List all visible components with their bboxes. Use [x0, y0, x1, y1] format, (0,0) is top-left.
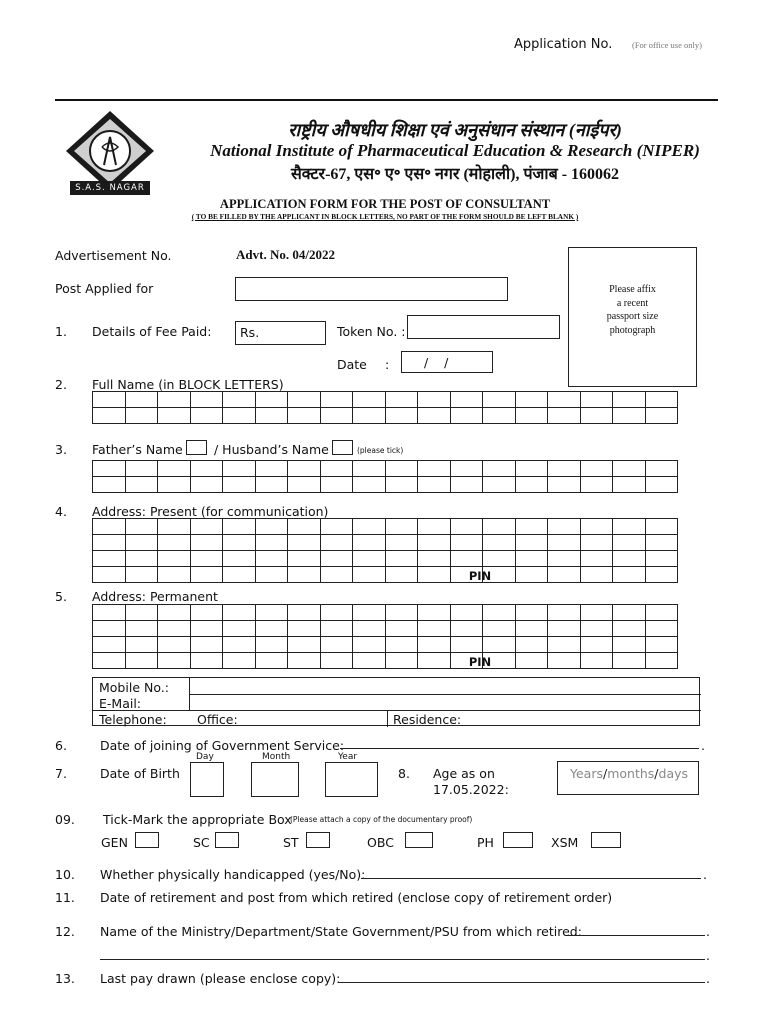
- month-label: Month: [262, 752, 291, 762]
- item-number-2: 2.: [55, 377, 67, 392]
- handicapped-label: Whether physically handicapped (yes/No):: [100, 867, 366, 882]
- advertisement-number: Advt. No. 04/2022: [236, 247, 335, 262]
- item-number-4: 4.: [55, 504, 67, 519]
- header-rule: [55, 99, 718, 101]
- item-number-13: 13.: [55, 971, 75, 986]
- last-pay-period: .: [706, 971, 710, 986]
- tick-mark-note: (Please attach a copy of the documentary proof): [290, 815, 473, 824]
- category-xsm-box[interactable]: [591, 832, 621, 848]
- niper-logo: [60, 107, 160, 197]
- mobile-label: Mobile No.:: [99, 680, 169, 695]
- item-number-11: 11.: [55, 890, 75, 905]
- ministry-line[interactable]: [567, 935, 705, 936]
- permanent-address-grid[interactable]: [92, 604, 678, 669]
- husband-tick-box[interactable]: [332, 440, 353, 455]
- office-phone-label: Office:: [197, 712, 238, 727]
- post-applied-label: Post Applied for: [55, 281, 154, 296]
- category-gen-label: GEN: [101, 835, 128, 850]
- category-ph-label: PH: [477, 835, 494, 850]
- item-number-8: 8.: [398, 766, 410, 781]
- dob-day-box[interactable]: [190, 762, 224, 797]
- category-st-label: ST: [283, 835, 299, 850]
- item-number-3: 3.: [55, 442, 67, 457]
- dob-year-box[interactable]: [325, 762, 378, 797]
- joining-period: .: [701, 738, 705, 753]
- full-name-label: Full Name (in BLOCK LETTERS): [92, 377, 284, 392]
- joining-date-label: Date of joining of Government Service:: [100, 738, 345, 753]
- ministry-label: Name of the Ministry/Department/State Government/PSU from which retired:: [100, 924, 582, 939]
- age-as-on-label: Age as on: [433, 766, 495, 781]
- item-number-12: 12.: [55, 924, 75, 939]
- token-label: Token No. :: [337, 324, 406, 339]
- year-label: Year: [338, 752, 358, 762]
- post-applied-field[interactable]: [235, 277, 508, 301]
- mobile-field[interactable]: [190, 678, 701, 694]
- form-instructions: ( TO BE FILLED BY THE APPLICANT IN BLOCK LETTERS, NO PART OF THE FORM SHOULD BE LEFT BLANK ): [191, 212, 579, 221]
- ministry-period: .: [706, 924, 710, 939]
- institute-name-english: National Institute of Pharmaceutical Education & Research (NIPER): [210, 141, 700, 160]
- category-sc-label: SC: [193, 835, 210, 850]
- father-husband-name-grid[interactable]: [92, 460, 678, 493]
- category-xsm-label: XSM: [551, 835, 579, 850]
- photo-instruction: Please affix a recent passport size photograph: [606, 284, 659, 336]
- present-address-label: Address: Present (for communication): [92, 504, 329, 519]
- date-label: Date: [337, 357, 367, 372]
- item-number-5: 5.: [55, 589, 67, 604]
- category-gen-box[interactable]: [135, 832, 159, 848]
- ministry-period-2: .: [706, 948, 710, 963]
- age-field[interactable]: [557, 761, 699, 795]
- application-no-label: Application No.: [514, 37, 613, 52]
- logo-caption: S.A.S. NAGAR: [75, 183, 145, 193]
- rupees-label: Rs.: [240, 325, 260, 340]
- father-name-label: Father’s Name: [92, 442, 183, 457]
- category-obc-label: OBC: [367, 835, 394, 850]
- item-number-10: 10.: [55, 867, 75, 882]
- advertisement-label: Advertisement No.: [55, 248, 172, 263]
- last-pay-line[interactable]: [338, 982, 705, 983]
- date-colon: :: [385, 357, 390, 372]
- husband-name-label: / Husband’s Name: [214, 442, 329, 457]
- item-number-9: 09.: [55, 812, 75, 827]
- category-sc-box[interactable]: [215, 832, 239, 848]
- form-title: APPLICATION FORM FOR THE POST OF CONSULTANT: [219, 197, 551, 211]
- email-label: E-Mail:: [99, 696, 142, 711]
- category-obc-box[interactable]: [405, 832, 433, 848]
- item-number-6: 6.: [55, 738, 67, 753]
- contact-table: [92, 677, 700, 726]
- institute-address-hindi: सैक्टर-67, एस॰ ए॰ एस॰ नगर (मोहाली), पंजाब - 160062: [290, 166, 620, 183]
- fee-details-label: Details of Fee Paid:: [92, 324, 212, 339]
- date-field[interactable]: [401, 351, 493, 373]
- residence-phone-label: Residence:: [393, 712, 462, 727]
- item-number-1: 1.: [55, 324, 67, 339]
- item-number-7: 7.: [55, 766, 67, 781]
- date-slashes: / /: [424, 355, 449, 370]
- joining-date-line[interactable]: [340, 748, 699, 749]
- age-placeholder: Years/months/days: [570, 766, 689, 781]
- dob-month-box[interactable]: [251, 762, 299, 797]
- present-pin-label: PIN: [468, 569, 492, 583]
- category-ph-box[interactable]: [503, 832, 533, 848]
- full-name-grid[interactable]: [92, 391, 678, 424]
- dob-label: Date of Birth: [100, 766, 180, 781]
- handicapped-line[interactable]: [361, 878, 701, 879]
- last-pay-label: Last pay drawn (please enclose copy):: [100, 971, 341, 986]
- fee-amount-field[interactable]: [235, 321, 326, 345]
- present-address-grid[interactable]: [92, 518, 678, 583]
- photo-box[interactable]: [568, 247, 697, 387]
- handicapped-period: .: [703, 867, 707, 882]
- tick-mark-label: Tick-Mark the appropriate Box: [103, 812, 292, 827]
- permanent-pin-label: PIN: [468, 655, 492, 669]
- telephone-label: Telephone:: [99, 712, 167, 727]
- please-tick-note: (please tick): [357, 446, 404, 455]
- day-label: Day: [196, 752, 214, 762]
- institute-name-hindi: राष्ट्रीय औषधीय शिक्षा एवं अनुसंधान संस्थान (नाईपर): [288, 120, 622, 140]
- category-st-box[interactable]: [306, 832, 330, 848]
- token-field[interactable]: [407, 315, 560, 339]
- father-tick-box[interactable]: [186, 440, 207, 455]
- age-as-on-date: 17.05.2022:: [433, 782, 509, 797]
- email-field[interactable]: [190, 695, 701, 710]
- retirement-label: Date of retirement and post from which retired (enclose copy of retirement order): [100, 890, 613, 905]
- ministry-line-2[interactable]: [100, 959, 705, 960]
- permanent-address-label: Address: Permanent: [92, 589, 218, 604]
- office-use-note: (For office use only): [632, 40, 702, 50]
